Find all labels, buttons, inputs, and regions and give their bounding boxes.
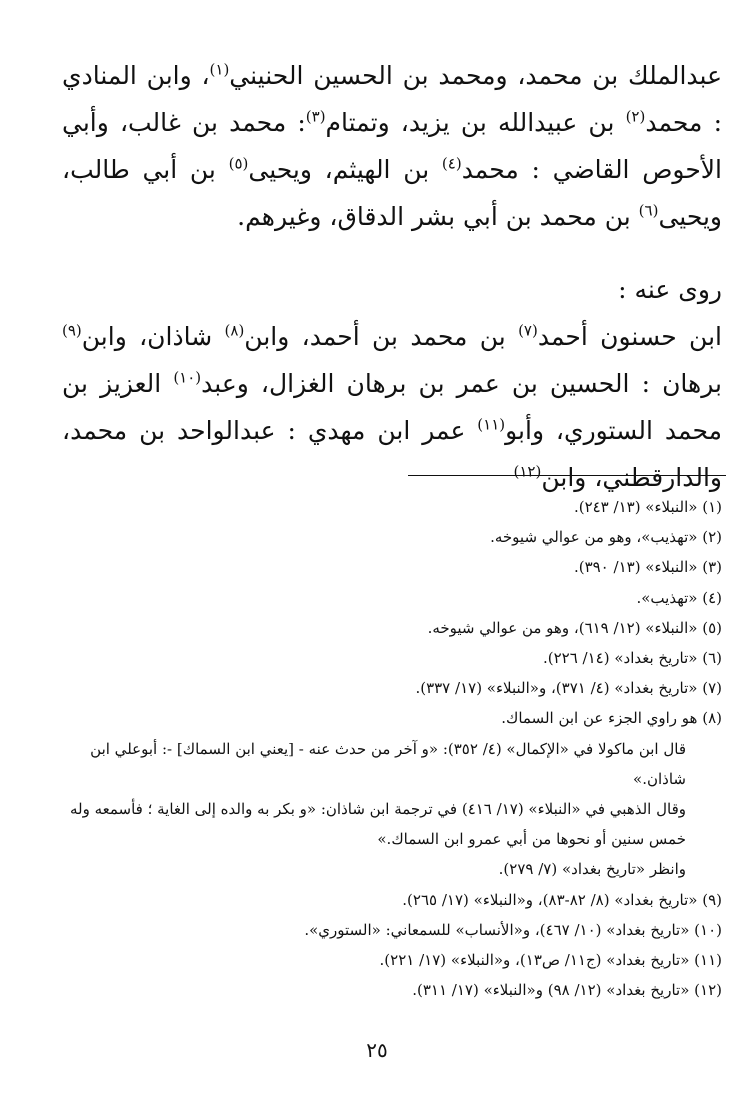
footnote-ref[interactable]: (١) <box>209 60 230 79</box>
footnote: (٣) «النبلاء» (١٣/ ٣٩٠). <box>573 558 722 577</box>
text-run: بن عبيدالله بن يزيد، وتمتام <box>325 108 626 137</box>
text-run: عبدالملك بن محمد، ومحمد بن الحسين الحنيني <box>229 61 722 90</box>
footnote-ref[interactable]: (١٢) <box>513 462 542 481</box>
footnote-ref[interactable]: (٦) <box>638 201 659 220</box>
footnote: (٦) «تاريخ بغداد» (١٤/ ٢٢٦). <box>542 649 722 668</box>
text-run: بن أبي طالب، ويحيى <box>62 155 722 231</box>
text-run: العزيز بن محمد الستوري، وأبو <box>62 369 722 445</box>
footnote-ref[interactable]: (٥) <box>228 154 249 173</box>
main-text <box>62 52 722 501</box>
footnotes <box>62 492 722 1005</box>
footnote-ref[interactable]: (١٠) <box>173 368 202 387</box>
footnote: (١) «النبلاء» (١٣/ ٢٤٣). <box>573 498 722 516</box>
text-run: ابن حسنون أحمد <box>537 322 722 351</box>
footnote-quote: وانظر «تاريخ بغداد» (٧/ ٢٧٩). <box>498 860 686 879</box>
footnote-ref[interactable]: (٩) <box>62 321 82 340</box>
text-run: بن محمد بن أحمد، وابن <box>244 322 519 351</box>
footnote: (٥) «النبلاء» (١٢/ ٦١٩)، وهو من عوالي شيوخه. <box>427 618 722 637</box>
footnote-ref[interactable]: (٨) <box>224 321 245 340</box>
text-run: شاذان، وابن <box>81 322 225 351</box>
footnote: (١٠) «تاريخ بغداد» (١٠/ ٤٦٧)، و«الأنساب» للسمعاني: «الستوري». <box>304 920 722 939</box>
footnote-ref[interactable]: (٧) <box>518 321 538 340</box>
footnote: (٩) «تاريخ بغداد» (٨/ ٨٢-٨٣)، و«النبلاء» (١٧/ ٢٦٥). <box>402 890 722 909</box>
section-heading: روى عنه : <box>618 275 722 304</box>
text-run: برهان : الحسين بن عمر بن برهان الغزال، وعبد <box>201 369 722 398</box>
footnote-ref[interactable]: (٤) <box>441 154 462 173</box>
footnote-ref[interactable]: (١١) <box>477 415 506 434</box>
text-run: ، وابن المنادي : محمد <box>62 61 722 137</box>
footnote-divider <box>408 475 726 476</box>
footnote-quote: قال ابن ماكولا في «الإكمال» (٤/ ٣٥٢): «و آخر من حدث عنه - [يعني ابن السماك] -: أبوعلي ابن شاذان.» <box>90 739 686 788</box>
text-run: عمر ابن مهدي : عبدالواحد بن محمد، والدارقطني، وابن <box>62 416 722 492</box>
spacer <box>62 240 722 266</box>
text-run: بن محمد بن أبي بشر الدقاق، وغيرهم. <box>237 202 639 231</box>
footnote: (٢) «تهذيب»، وهو من عوالي شيوخه. <box>490 528 722 547</box>
footnote-ref[interactable]: (٣) <box>305 107 326 126</box>
paragraph-students <box>62 313 722 501</box>
footnote-ref[interactable]: (٢) <box>625 107 646 126</box>
footnote-quote: وقال الذهبي في «النبلاء» (١٧/ ٤١٦) في ترجمة ابن شاذان: «و بكر به والده إلى الغاية ؛ فأسمعه وله خمس سنين أو نحوها من أبي عمرو ابن السماك.» <box>69 800 686 849</box>
page-number: ٢٥ <box>366 1038 388 1062</box>
footnote: (٤) «تهذيب». <box>636 588 722 607</box>
text-run: بن الهيثم، ويحيى <box>248 155 442 184</box>
paragraph-teachers <box>62 52 722 240</box>
text-run: : محمد بن غالب، وأبي الأحوص القاضي : محمد <box>62 108 723 184</box>
footnote: (٨) هو راوي الجزء عن ابن السماك. <box>501 709 722 728</box>
footnote: (١١) «تاريخ بغداد» (ج١١/ ص١٣)، و«النبلاء» (١٧/ ٢٢١). <box>379 951 722 970</box>
footnote: (١٢) «تاريخ بغداد» (١٢/ ٩٨) و«النبلاء» (١٧/ ٣١١). <box>412 981 722 1000</box>
footnote: (٧) «تاريخ بغداد» (٤/ ٣٧١)، و«النبلاء» (١٧/ ٣٣٧). <box>415 679 722 698</box>
